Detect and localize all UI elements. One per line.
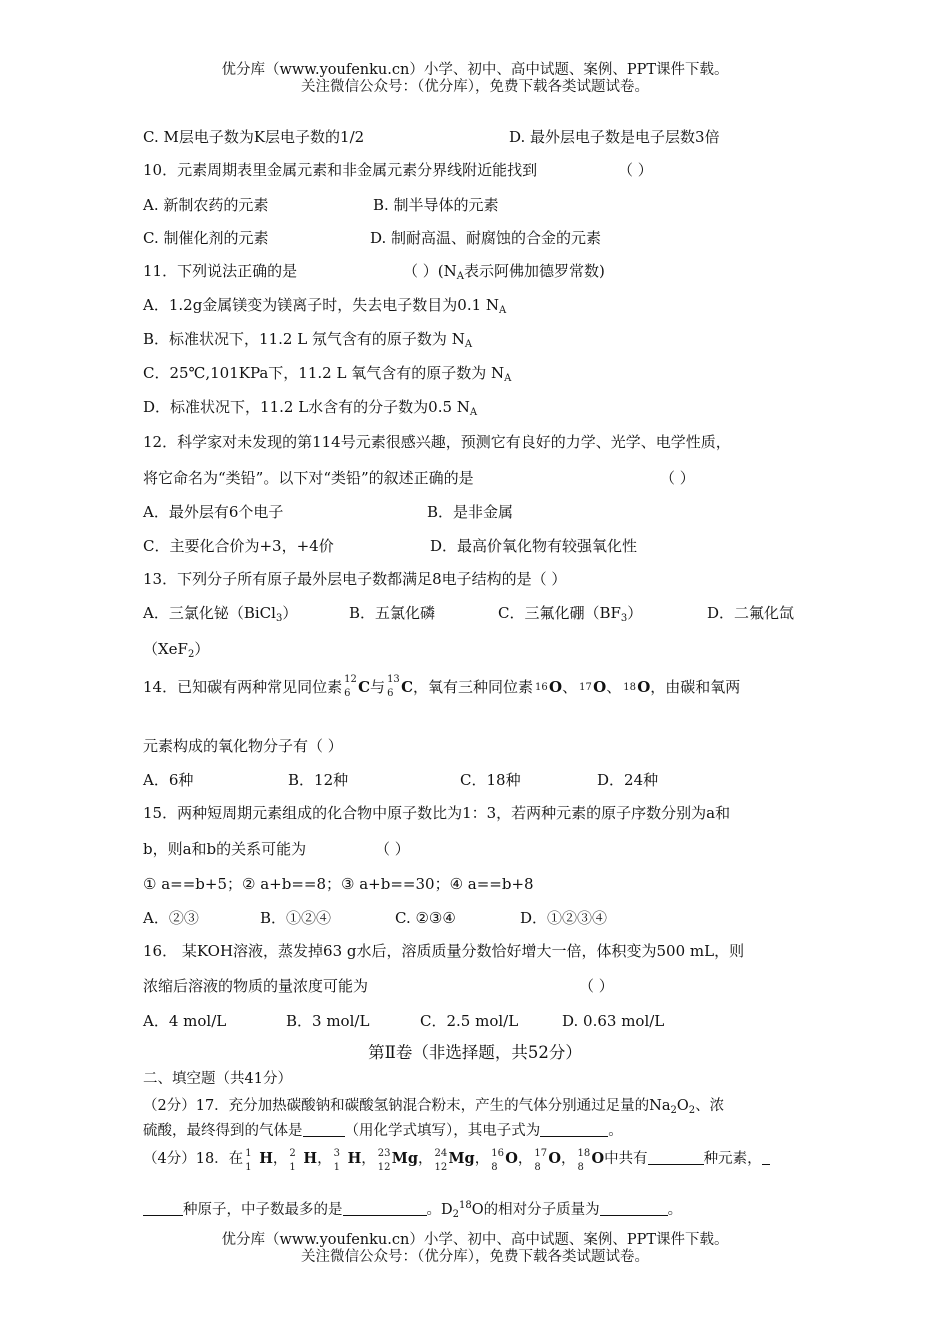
q18-line1	[143, 1147, 770, 1171]
q18-lead: （4分）18．在	[143, 1151, 244, 1167]
q18-isotope	[289, 1147, 318, 1173]
q18-isotope	[245, 1147, 273, 1173]
q17-o-sub: 2	[688, 1105, 696, 1116]
q16-stem-line1: 16． 某KOH溶液，蒸发掉63 g水后，溶质质量分数恰好增大一倍，体积变为500 mL，则	[143, 942, 745, 960]
q17-line2-mid: （用化学式填写），其电子式为	[344, 1123, 541, 1139]
q18-molar-mass-blank[interactable]	[600, 1201, 668, 1216]
q13-option-d: D．二氟化氙	[707, 604, 795, 622]
q18-isotope-mass: 17	[534, 1148, 548, 1159]
q16-stem-line2	[143, 976, 614, 996]
q15-stem-line2-text: b，则a和b的关系可能为	[143, 840, 307, 858]
q18-atoms-blank[interactable]	[143, 1201, 183, 1216]
q18-isotope-mass: 23	[377, 1148, 391, 1159]
q14-option-d: D．24种	[597, 771, 659, 789]
q15-stem-line2	[143, 839, 410, 859]
q12-option-c: C．主要化合价为+3，+4价	[143, 537, 334, 555]
q18-most-neutrons-blank[interactable]	[343, 1201, 427, 1216]
q18-isotope-number: 1	[289, 1162, 296, 1173]
q14-sep1: 、	[562, 678, 578, 696]
isotope-c13-mass: 13	[387, 674, 400, 685]
q17-na-sub: 2	[670, 1105, 677, 1116]
q18-isotope-number: 12	[434, 1162, 448, 1173]
isotope-o18	[623, 675, 651, 699]
q16-option-b: B．3 mol/L	[286, 1012, 370, 1030]
q18-isotope-mass: 16	[491, 1148, 504, 1159]
q9-option-c: C. M层电子数为K层电子数的1/2	[143, 128, 365, 146]
section-fill-in-heading: 二、填空题（共41分）	[143, 1071, 292, 1087]
isotope-o17-mass: 17	[579, 682, 592, 693]
q13-option-a	[143, 603, 297, 629]
q14-option-b: B．12种	[288, 771, 349, 789]
q18-d-sub: 2	[452, 1209, 460, 1220]
q17-line1	[143, 1096, 724, 1121]
q14-option-a: A．6种	[143, 771, 194, 789]
q18-elements-blank[interactable]	[648, 1150, 704, 1165]
q11-option-a-text: A．1.2g金属镁变为镁离子时，失去电子数目为0.1 N	[143, 296, 500, 314]
q12-stem-line1: 12．科学家对未发现的第114号元素很感兴趣，预测它有良好的力学、光学、电学性质，	[143, 433, 731, 451]
q18-isotope-number: 8	[577, 1162, 584, 1173]
q16-option-c: C．2.5 mol/L	[420, 1012, 519, 1030]
q11-paren-text: （ ）(N	[403, 262, 457, 280]
q17-electron-formula-blank[interactable]	[540, 1122, 608, 1137]
q18-isotope-number: 1	[245, 1162, 252, 1173]
q18-isotope	[577, 1147, 605, 1173]
q18-isotope-mass: 18	[577, 1148, 591, 1159]
q12-answer-paren: （ ）	[660, 469, 695, 487]
q13-option-b: B．五氯化磷	[349, 604, 436, 622]
q18-isotope-number: 8	[534, 1162, 541, 1173]
page-footer-line2: 关注微信公众号：（优分库），免费下载各类试题试卷。	[301, 1249, 649, 1265]
q18-isotope	[491, 1147, 518, 1173]
q18-isotope	[377, 1147, 418, 1173]
q18-isotope-number: 12	[377, 1162, 391, 1173]
q18-o-mass-sup: 18	[459, 1200, 472, 1211]
isotope-o16-symbol: O	[549, 678, 563, 696]
q13-option-a-tail: ）	[282, 604, 298, 622]
q12-stem-line2-text: 将它命名为“类铅”。以下对“类铅”的叙述正确的是	[143, 469, 474, 487]
q17-gas-blank[interactable]	[303, 1122, 345, 1137]
q18-isotope	[434, 1147, 475, 1173]
q18-isotope-list	[243, 1148, 605, 1173]
q18-isotope-symbol: O	[548, 1150, 561, 1167]
q11-option-b-text: B．标准状况下，11.2 L 氖气含有的原子数为 N	[143, 330, 465, 348]
q18-isotope-symbol: H	[347, 1150, 362, 1167]
q18-atoms-blank-start[interactable]	[762, 1150, 770, 1165]
q17-line1-tail: 、浓	[695, 1098, 725, 1114]
q17-line2-end: 。	[608, 1123, 623, 1139]
isotope-o17	[579, 675, 607, 699]
q15-option-a: A．②③	[143, 909, 199, 927]
q14-stem-text: 14．已知碳有两种常见同位素	[143, 678, 343, 696]
q16-stem-line2-text: 浓缩后溶液的物质的量浓度可能为	[143, 977, 369, 995]
q13-option-d-tail: ）	[194, 640, 210, 658]
q12-option-b: B．是非金属	[427, 503, 514, 521]
q13-option-c-tail: ）	[627, 604, 643, 622]
q13-option-d-cont-text: （XeF	[143, 640, 188, 658]
q11-option-c-text: C．25℃,101KPa下，11.2 L 氧气含有的原子数为 N	[143, 364, 505, 382]
q18-comma: ，	[560, 1151, 576, 1167]
q11-paren-sub: A	[456, 271, 464, 282]
q11-option-d-sub: A	[469, 407, 478, 418]
isotope-c12-number: 6	[344, 688, 351, 699]
q14-option-c: C．18种	[460, 771, 521, 789]
q10-stem	[143, 160, 653, 180]
q18-isotope-mass: 2	[289, 1148, 296, 1159]
q12-option-a: A．最外层有6个电子	[143, 503, 284, 521]
q15-conditions: ① a==b+5；② a+b==8；③ a+b==30；④ a==b+8	[143, 875, 534, 893]
q13-option-c-sub: 3	[620, 613, 628, 624]
q13-option-c-text: C．三氟化硼（BF	[498, 604, 621, 622]
q16-option-d: D. 0.63 mol/L	[562, 1012, 665, 1030]
q16-answer-paren: （ ）	[579, 977, 614, 995]
q18-isotope-number: 8	[491, 1162, 498, 1173]
q18-comma: ，	[418, 1151, 433, 1167]
q13-option-c	[498, 603, 642, 629]
q10-option-d: D. 制耐高温、耐腐蚀的合金的元素	[370, 229, 602, 247]
q18-line2-text: 种原子，中子数最多的是	[183, 1202, 343, 1218]
q10-option-c: C. 制催化剂的元素	[143, 229, 269, 247]
q18-isotope	[534, 1147, 561, 1173]
q17-line1-text: （2分）17．充分加热碳酸钠和碳酸氢钠混合粉末，产生的气体分别通过足量的Na	[143, 1098, 671, 1114]
q10-answer-paren: （ ）	[618, 161, 653, 179]
q18-comma: ，	[517, 1151, 533, 1167]
q14-sep2: 、	[606, 678, 622, 696]
isotope-o18-mass: 18	[623, 682, 636, 693]
q11-option-b-sub: A	[464, 339, 473, 350]
q14-and: 与	[370, 678, 386, 696]
q13-stem: 13．下列分子所有原子最外层电子数都满足8电子结构的是（ ）	[143, 570, 567, 588]
q11-option-d-text: D．标准状况下，11.2 L水含有的分子数为0.5 N	[143, 398, 470, 416]
q11-option-d	[143, 397, 477, 423]
q18-line2	[143, 1196, 682, 1225]
q18-comma: ，	[361, 1151, 376, 1167]
q18-isotope-symbol: O	[505, 1150, 518, 1167]
q18-isotope-mass: 3	[333, 1148, 340, 1159]
q18-line2-mid: O的相对分子质量为	[471, 1202, 600, 1218]
q10-option-a: A. 新制农药的元素	[143, 196, 269, 214]
q14-stem-line1	[143, 675, 740, 699]
isotope-o16-mass: 16	[535, 682, 548, 693]
q18-isotope-symbol: O	[591, 1150, 605, 1167]
q16-option-a: A．4 mol/L	[143, 1012, 227, 1030]
q11-option-c-sub: A	[504, 373, 512, 384]
q18-isotope-symbol: Mg	[448, 1150, 475, 1167]
isotope-c13-symbol: C	[401, 678, 414, 696]
q17-line2	[143, 1121, 623, 1141]
q17-line2-text: 硫酸，最终得到的气体是	[143, 1123, 303, 1139]
page-footer-line1: 优分库（www.youfenku.cn）小学、初中、高中试题、案例、PPT课件下载。	[221, 1232, 729, 1248]
isotope-c13	[387, 674, 414, 699]
q17-o-symbol: O	[676, 1098, 689, 1114]
q10-option-b: B. 制半导体的元素	[373, 196, 499, 214]
q18-mid: 中共有	[604, 1151, 648, 1167]
q10-stem-text: 10．元素周期表里金属元素和非金属元素分界线附近能找到	[143, 161, 538, 179]
q18-isotope	[333, 1147, 362, 1173]
q12-stem-line2	[143, 468, 695, 488]
q11-option-a-sub: A	[499, 305, 507, 316]
q18-mid2: 种元素，	[703, 1151, 762, 1167]
isotope-o16	[535, 675, 563, 699]
q15-answer-paren: （ ）	[375, 840, 410, 858]
q18-isotope-number: 1	[333, 1162, 340, 1173]
part2-title: 第Ⅱ卷（非选择题，共52分）	[368, 1043, 582, 1062]
page-header-line2: 关注微信公众号：（优分库），免费下载各类试题试卷。	[301, 79, 649, 95]
q18-comma: ，	[474, 1151, 490, 1167]
q15-option-d: D．①②③④	[520, 909, 608, 927]
q11-paren-tail: 表示阿佛加德罗常数)	[463, 262, 605, 280]
isotope-c12-mass: 12	[344, 674, 357, 685]
q11-option-c	[143, 363, 511, 389]
q15-option-c: C. ②③④	[395, 909, 456, 927]
q18-isotope-symbol: H	[303, 1150, 318, 1167]
q18-comma: ，	[272, 1151, 288, 1167]
page-header-line1: 优分库（www.youfenku.cn）小学、初中、高中试题、案例、PPT课件下载。	[221, 62, 729, 78]
q18-isotope-mass: 24	[434, 1148, 448, 1159]
q13-option-a-sub: 3	[275, 613, 283, 624]
q18-comma: ，	[317, 1151, 332, 1167]
isotope-c13-number: 6	[387, 688, 394, 699]
isotope-o17-symbol: O	[593, 678, 607, 696]
q11-stem	[143, 261, 605, 282]
q14-oxygen-intro: ，氧有三种同位素	[413, 678, 534, 696]
isotope-o18-symbol: O	[637, 678, 651, 696]
q18-isotope-symbol: H	[259, 1150, 273, 1167]
q11-option-a	[143, 295, 506, 321]
q13-option-a-text: A．三氯化铋（BiCl	[143, 604, 276, 622]
isotope-c12-symbol: C	[358, 678, 371, 696]
q11-stem-text: 11．下列说法正确的是	[143, 262, 298, 280]
q14-stem-tail: ，由碳和氧两	[650, 678, 741, 696]
isotope-c12	[344, 674, 371, 699]
q13-option-d-cont	[143, 639, 209, 665]
q15-option-b: B．①②④	[260, 909, 332, 927]
q18-isotope-symbol: Mg	[391, 1150, 418, 1167]
q15-stem-line1: 15．两种短周期元素组成的化合物中原子数比为1：3，若两种元素的原子序数分别为a和	[143, 804, 731, 822]
q18-line2-end: 。	[667, 1202, 683, 1218]
q18-isotope-mass: 1	[245, 1148, 252, 1159]
q11-answer-paren	[403, 261, 605, 287]
q14-stem-line2: 元素构成的氧化物分子有（ ）	[143, 737, 343, 755]
q9-option-d: D. 最外层电子数是电子层数3倍	[509, 128, 720, 146]
q13-option-d-sub: 2	[187, 649, 195, 660]
q12-option-d: D．最高价氧化物有较强氧化性	[430, 537, 638, 555]
q18-d-symbol: 。D	[426, 1202, 453, 1218]
q11-option-b	[143, 329, 472, 355]
